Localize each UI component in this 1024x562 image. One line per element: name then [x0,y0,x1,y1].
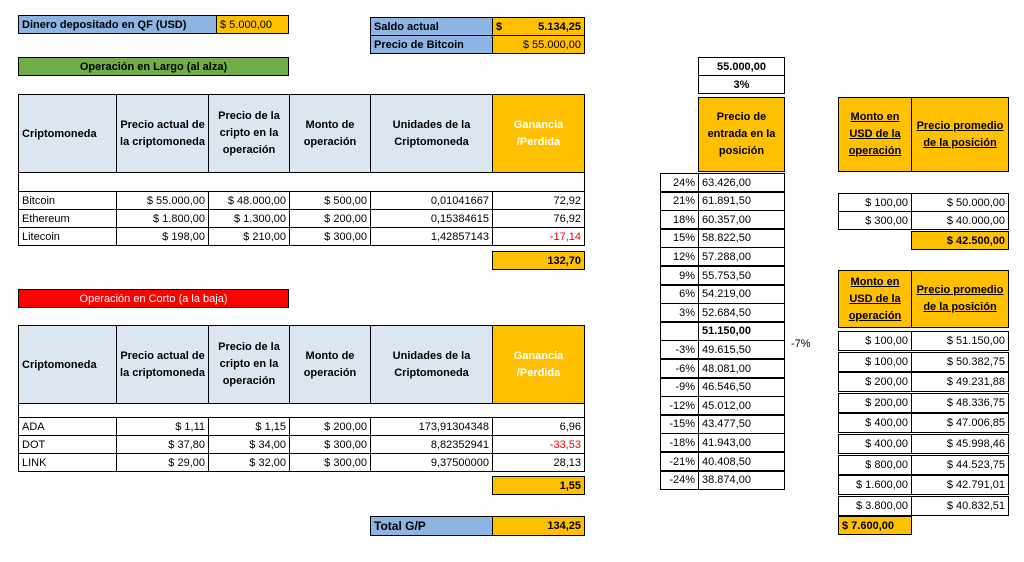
long-title[interactable]: Operación en Largo (al alza) [18,57,289,76]
ladder-price[interactable]: 57.288,00 [698,247,785,266]
ladder-price[interactable]: 51.150,00 [698,322,785,341]
ladder-pct[interactable]: -24% [660,471,699,490]
ladder-pct[interactable]: 6% [660,285,699,304]
ladder-price[interactable]: 58.822,50 [698,229,785,248]
ladder-price[interactable]: 41.943,00 [698,433,785,452]
long-total[interactable]: 132,70 [492,251,585,270]
avg2-header-amount[interactable]: Monto en USD de la operación [838,270,912,328]
ladder-pct[interactable]: 9% [660,266,699,285]
ladder-price[interactable]: 61.891,50 [698,192,785,211]
cell-amount[interactable]: $ 200,00 [289,209,371,228]
balance-value[interactable] [492,17,585,36]
avg2-header-avg[interactable]: Precio promedio de la posición [911,270,1009,328]
avg1-amount[interactable]: $ 300,00 [838,211,912,230]
avg2-price[interactable]: $ 44.523,75 [911,455,1009,475]
cell-current[interactable]: $ 55.000,00 [116,191,209,210]
cell-current[interactable]: $ 37,80 [116,435,209,454]
ladder-pct[interactable]: 24% [660,173,699,192]
cell-entry[interactable]: $ 210,00 [208,227,290,246]
avg2-price[interactable]: $ 51.150,00 [911,331,1009,351]
balance-amount: 5.134,25 [538,20,581,33]
cell-units[interactable]: 0,15384615 [370,209,493,228]
cell-current[interactable]: $ 1,11 [116,417,209,436]
ladder-price[interactable]: 52.684,50 [698,303,785,322]
position-side-note: -7% [791,337,811,350]
short-header-current[interactable]: Precio actual de la criptomoneda [116,325,209,404]
short-header-pnl[interactable]: Ganancia /Perdida [492,325,585,404]
long-header-units[interactable]: Unidades de la Criptomoneda [370,94,493,173]
cell-entry[interactable]: $ 48.000,00 [208,191,290,210]
btc-price-label[interactable]: Precio de Bitcoin [370,35,493,54]
avg1-result[interactable]: $ 42.500,00 [911,231,1009,250]
short-total[interactable]: 1,55 [492,476,585,495]
short-header-units[interactable]: Unidades de la Criptomoneda [370,325,493,404]
avg2-amount[interactable]: $ 200,00 [838,393,912,413]
avg2-price[interactable]: $ 47.006,85 [911,413,1009,433]
ladder-pct[interactable]: -18% [660,433,699,452]
cell-amount[interactable]: $ 200,00 [289,417,371,436]
cell-pnl[interactable]: 72,92 [492,191,585,210]
position-entry-header[interactable]: Precio de entrada en la posición [698,97,785,172]
ladder-price[interactable]: 45.012,00 [698,396,785,415]
ladder-price[interactable]: 60.357,00 [698,210,785,229]
avg2-price[interactable]: $ 50.382,75 [911,352,1009,372]
cell-amount[interactable]: $ 300,00 [289,453,371,472]
cell-entry[interactable]: $ 34,00 [208,435,290,454]
ladder-pct[interactable]: -12% [660,396,699,415]
avg2-amount[interactable]: $ 800,00 [838,455,912,475]
long-header-pnl[interactable]: Ganancia /Perdida [492,94,585,173]
avg2-amount[interactable]: $ 100,00 [838,331,912,351]
ladder-pct[interactable]: -15% [660,415,699,434]
cell-pnl[interactable]: -33,53 [492,435,585,454]
long-header-amount[interactable]: Monto de operación [289,94,371,173]
cell-crypto[interactable]: Bitcoin [18,191,117,210]
avg2-price[interactable]: $ 40.832,51 [911,496,1009,516]
cell-crypto[interactable]: Litecoin [18,227,117,246]
cell-pnl[interactable]: -17,14 [492,227,585,246]
total-gp-value[interactable]: 134,25 [492,516,585,536]
ladder-pct[interactable]: -3% [660,340,699,359]
avg2-total[interactable]: $ 7.600,00 [838,516,912,535]
avg2-amount[interactable]: $ 3.800,00 [838,496,912,516]
deposit-value[interactable]: $ 5.000,00 [216,15,289,34]
cell-units[interactable]: 8,82352941 [370,435,493,454]
avg2-amount[interactable]: $ 400,00 [838,413,912,433]
long-spacer-row [18,172,585,192]
ladder-pct[interactable]: 18% [660,210,699,229]
cell-pnl[interactable]: 6,96 [492,417,585,436]
short-spacer-row [18,403,585,418]
ladder-pct[interactable]: 3% [660,303,699,322]
avg1-price[interactable]: $ 40.000,00 [911,211,1009,230]
cell-entry[interactable]: $ 32,00 [208,453,290,472]
short-title[interactable]: Operación en Corto (a la baja) [18,289,289,308]
cell-crypto[interactable]: LINK [18,453,117,472]
cell-units[interactable]: 9,37500000 [370,453,493,472]
avg2-price[interactable]: $ 45.998,46 [911,434,1009,454]
long-header-crypto[interactable]: Criptomoneda [18,94,117,173]
ladder-price[interactable]: 54.219,00 [698,285,785,304]
ladder-pct[interactable]: -9% [660,378,699,397]
avg2-amount[interactable]: $ 100,00 [838,352,912,372]
total-gp-label[interactable]: Total G/P [370,516,493,536]
balance-label[interactable]: Saldo actual [370,17,493,36]
avg2-amount[interactable]: $ 200,00 [838,372,912,392]
avg2-amount[interactable]: $ 1.600,00 [838,475,912,495]
long-header-entry[interactable]: Precio de la cripto en la operación [208,94,290,173]
ladder-pct[interactable]: 15% [660,229,699,248]
short-header-crypto[interactable]: Criptomoneda [18,325,117,404]
ladder-price[interactable]: 49.615,50 [698,340,785,359]
btc-price-value[interactable]: $ 55.000,00 [492,35,585,54]
cell-current[interactable]: $ 29,00 [116,453,209,472]
long-header-current[interactable]: Precio actual de la criptomoneda [116,94,209,173]
cell-crypto[interactable]: Ethereum [18,209,117,228]
ladder-pct[interactable]: 21% [660,192,699,211]
short-header-amount[interactable]: Monto de operación [289,325,371,404]
short-header-entry[interactable]: Precio de la cripto en la operación [208,325,290,404]
position-top-value[interactable]: 55.000,00 [698,57,785,76]
cell-amount[interactable]: $ 300,00 [289,227,371,246]
avg2-price[interactable]: $ 49.231,88 [911,372,1009,392]
ladder-pct[interactable]: -6% [660,359,699,378]
ladder-price[interactable]: 55.753,50 [698,266,785,285]
avg1-header-avg[interactable]: Precio promedio de la posición [911,97,1009,172]
avg1-price[interactable]: $ 50.000,00 [911,193,1009,212]
cell-units[interactable]: 173,91304348 [370,417,493,436]
position-top-pct[interactable]: 3% [698,75,785,94]
deposit-label[interactable]: Dinero depositado en QF (USD) [18,15,217,34]
avg2-price[interactable]: $ 48.336,75 [911,393,1009,413]
cell-units[interactable]: 1,42857143 [370,227,493,246]
ladder-pct[interactable]: -21% [660,452,699,471]
avg1-amount[interactable]: $ 100,00 [838,193,912,212]
ladder-price[interactable]: 40.408,50 [698,452,785,471]
cell-crypto[interactable]: DOT [18,435,117,454]
ladder-pct[interactable]: 12% [660,247,699,266]
cell-current[interactable]: $ 198,00 [116,227,209,246]
ladder-price[interactable]: 48.081,00 [698,359,785,378]
ladder-price[interactable]: 46.546,50 [698,378,785,397]
ladder-price[interactable]: 38.874,00 [698,471,785,490]
cell-entry[interactable]: $ 1.300,00 [208,209,290,228]
cell-units[interactable]: 0,01041667 [370,191,493,210]
cell-entry[interactable]: $ 1,15 [208,417,290,436]
ladder-price[interactable]: 63.426,00 [698,173,785,192]
balance-currency: $ [496,20,503,33]
cell-current[interactable]: $ 1.800,00 [116,209,209,228]
ladder-pct[interactable] [660,322,699,341]
cell-pnl[interactable]: 76,92 [492,209,585,228]
ladder-price[interactable]: 43.477,50 [698,415,785,434]
cell-crypto[interactable]: ADA [18,417,117,436]
avg2-price[interactable]: $ 42.791,01 [911,475,1009,495]
cell-pnl[interactable]: 28,13 [492,453,585,472]
cell-amount[interactable]: $ 300,00 [289,435,371,454]
avg2-amount[interactable]: $ 400,00 [838,434,912,454]
cell-amount[interactable]: $ 500,00 [289,191,371,210]
avg1-header-amount[interactable]: Monto en USD de la operación [838,97,912,172]
